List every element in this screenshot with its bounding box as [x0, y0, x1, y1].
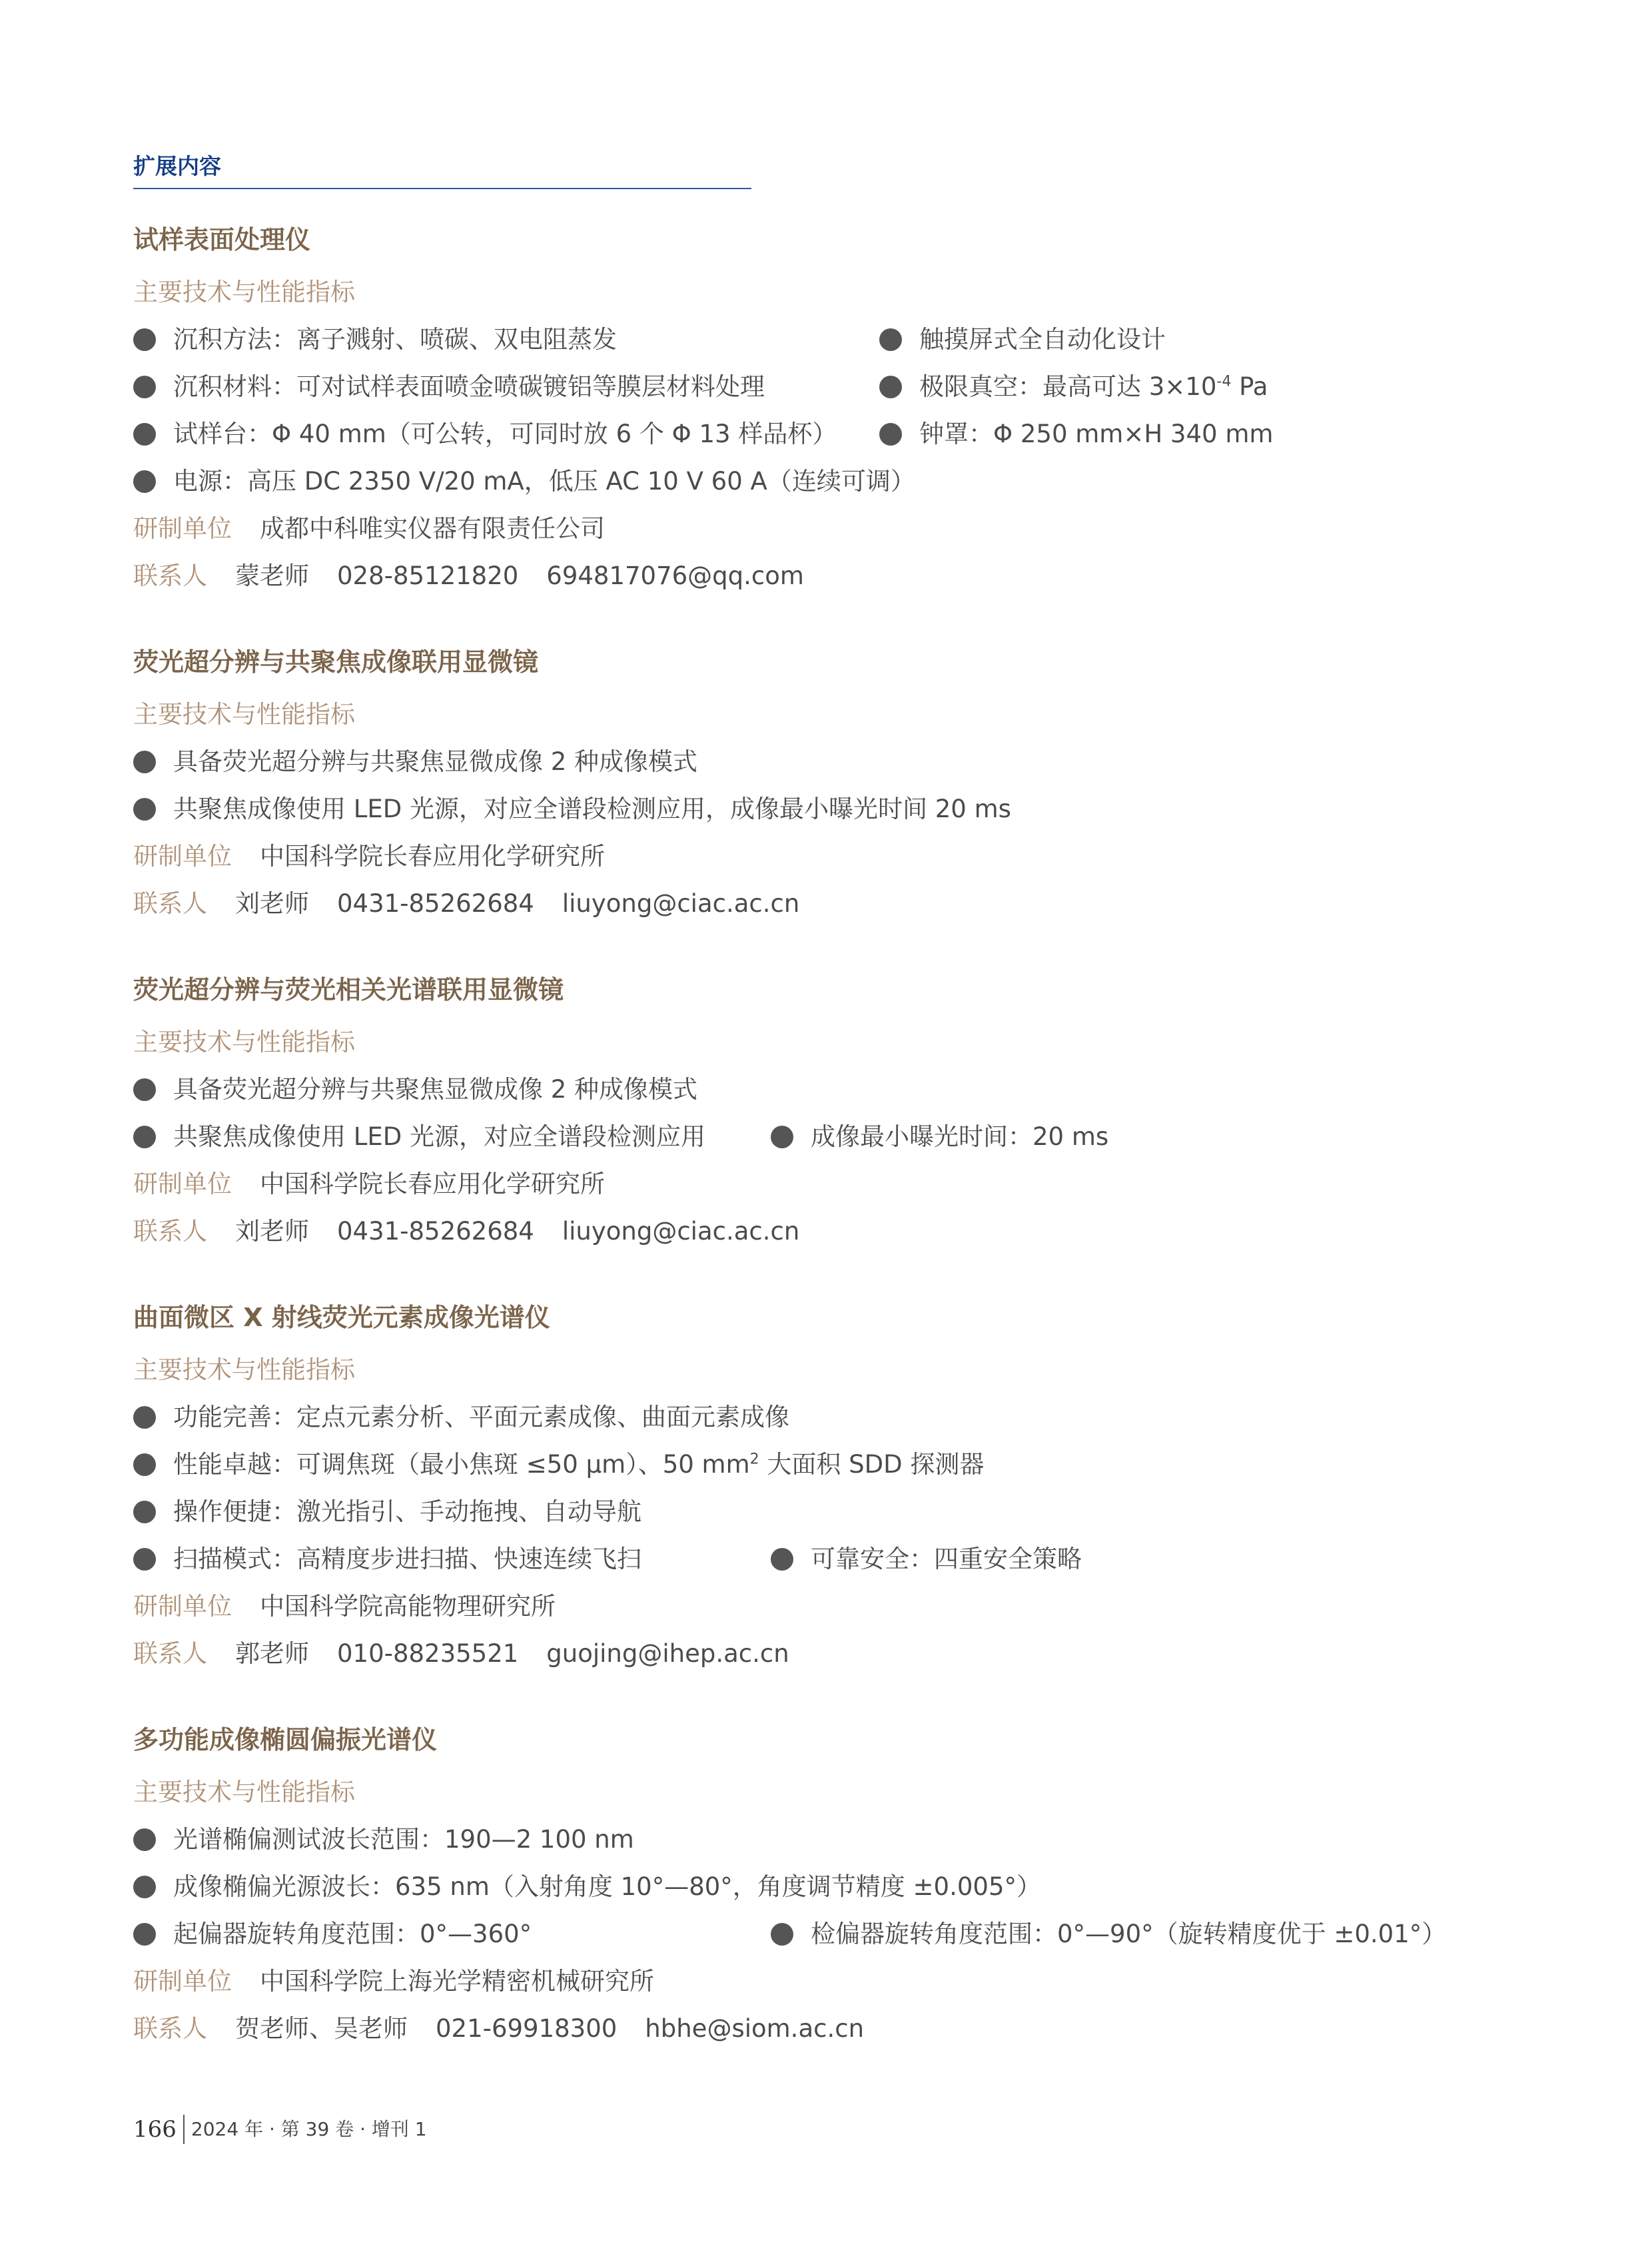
unit-row: [133, 505, 1532, 552]
bullet-text: 沉积方法：离子溅射、喷碳、双电阻蒸发: [173, 325, 617, 354]
contact-email: 694817076@qq.com: [546, 561, 804, 590]
contact-label: 联系人: [133, 561, 207, 590]
contact-phone: 0431-85262684: [337, 889, 534, 918]
superscript: 2: [749, 1451, 759, 1468]
unit-value: 中国科学院长春应用化学研究所: [260, 842, 605, 871]
unit-value: 成都中科唯实仪器有限责任公司: [260, 514, 605, 543]
list-item: [879, 316, 1166, 363]
bullet-text: 具备荧光超分辨与共聚焦显微成像 2 种成像模式: [173, 1075, 698, 1104]
contact-person: 郭老师: [235, 1639, 309, 1668]
bullet-dot-icon: [133, 1548, 156, 1571]
bullet-text-unit: Pa: [1231, 372, 1268, 401]
contact-phone: 0431-85262684: [337, 1217, 534, 1246]
contact-email: guojing@ihep.ac.cn: [546, 1639, 789, 1668]
unit-label: 研制单位: [133, 1170, 232, 1198]
list-item: [133, 1863, 1532, 1910]
list-item: [133, 1393, 1532, 1441]
bullet-text: 成像最小曝光时间：20 ms: [811, 1122, 1109, 1151]
bullet-text: 可靠安全：四重安全策略: [811, 1545, 1082, 1573]
list-item: [133, 738, 1532, 785]
bullet-text: 光谱椭偏测试波长范围：190—2 100 nm: [173, 1825, 634, 1854]
section-title: 试样表面处理仪: [133, 225, 311, 254]
bullet-list: [133, 316, 1532, 505]
bullet-dot-icon: [771, 1126, 793, 1148]
list-item: [133, 1488, 1532, 1535]
unit-value: 中国科学院长春应用化学研究所: [260, 1170, 605, 1198]
specs-label: 主要技术与性能指标: [133, 1028, 355, 1056]
bullet-text: 沉积材料：可对试样表面喷金喷碳镀铝等膜层材料处理: [173, 372, 765, 401]
bullet-dot-icon: [133, 1501, 156, 1523]
bullet-text: 扫描模式：高精度步进扫描、快速连续飞扫: [173, 1545, 641, 1573]
unit-label: 研制单位: [133, 514, 232, 543]
bullet-dot-icon: [133, 1126, 156, 1148]
section-super-resolution-fcs-microscope: [133, 970, 1532, 1255]
bullet-text: [173, 1441, 984, 1488]
specs-label: 主要技术与性能指标: [133, 278, 355, 306]
list-item: [133, 1066, 1532, 1113]
bullet-text: 钟罩：Φ 250 mm×H 340 mm: [919, 420, 1274, 448]
bullet-text: 操作便捷：激光指引、手动拖拽、自动导航: [173, 1497, 641, 1526]
list-item: [133, 458, 1532, 505]
section-title: 荧光超分辨与共聚焦成像联用显微镜: [133, 647, 539, 677]
list-item: [133, 1910, 771, 1958]
section-imaging-ellipsometer: [133, 1720, 1532, 2052]
unit-row: [133, 833, 1532, 880]
bullet-dot-icon: [133, 423, 156, 446]
bullet-text: 具备荧光超分辨与共聚焦显微成像 2 种成像模式: [173, 747, 698, 776]
list-item: [133, 1113, 771, 1160]
bullet-text: 成像椭偏光源波长：635 nm（入射角度 10°—80°，角度调节精度 ±0.005°）: [173, 1872, 1041, 1901]
list-item: [133, 1816, 1532, 1863]
bullet-text: 电源：高压 DC 2350 V/20 mA，低压 AC 10 V 60 A（连续可调）: [173, 467, 915, 496]
unit-row: [133, 1958, 1532, 2005]
bullet-text: 共聚焦成像使用 LED 光源，对应全谱段检测应用: [173, 1122, 706, 1151]
unit-value: 中国科学院上海光学精密机械研究所: [260, 1967, 654, 1996]
list-item: [133, 410, 879, 458]
unit-row: [133, 1583, 1532, 1630]
bullet-dot-icon: [133, 798, 156, 821]
list-item: [133, 785, 1532, 833]
section-title: 多功能成像椭圆偏振光谱仪: [133, 1725, 438, 1754]
bullet-text: 共聚焦成像使用 LED 光源，对应全谱段检测应用，成像最小曝光时间 20 ms: [173, 795, 1011, 823]
contact-person: 刘老师: [235, 889, 309, 918]
contact-label: 联系人: [133, 1639, 207, 1668]
list-item: [771, 1910, 1446, 1958]
contact-label: 联系人: [133, 889, 207, 918]
bullet-dot-icon: [133, 376, 156, 398]
unit-label: 研制单位: [133, 842, 232, 871]
contact-email: hbhe@siom.ac.cn: [645, 2014, 865, 2043]
unit-row: [133, 1160, 1532, 1208]
bullet-text: 功能完善：定点元素分析、平面元素成像、曲面元素成像: [173, 1403, 789, 1431]
bullet-dot-icon: [133, 1406, 156, 1429]
bullet-text-main: 性能卓越：可调焦斑（最小焦斑 ≤50 μm）、50 mm: [173, 1450, 750, 1479]
section-sample-surface-processor: [133, 220, 1532, 599]
contact-phone: 021-69918300: [436, 2014, 618, 2043]
bullet-dot-icon: [133, 1828, 156, 1851]
issue-info: 2024 年 · 第 39 卷 · 增刊 1: [191, 2118, 427, 2140]
bullet-dot-icon: [133, 1078, 156, 1101]
bullet-dot-icon: [133, 751, 156, 773]
bullet-dot-icon: [879, 328, 902, 351]
list-item: [133, 363, 879, 410]
header-title: 扩展内容: [133, 153, 221, 179]
bullet-dot-icon: [133, 470, 156, 493]
contact-person: 蒙老师: [235, 561, 309, 590]
specs-label: 主要技术与性能指标: [133, 1355, 355, 1384]
list-item: [879, 410, 1273, 458]
list-item: [771, 1535, 1082, 1583]
bullet-dot-icon: [133, 1453, 156, 1476]
bullet-text: 检偏器旋转角度范围：0°—90°（旋转精度优于 ±0.01°）: [811, 1920, 1447, 1948]
bullet-list: [133, 738, 1532, 833]
section-title: 曲面微区 X 射线荧光元素成像光谱仪: [133, 1303, 550, 1332]
page-footer: [133, 2113, 427, 2146]
section-xrf-imaging-spectrometer: [133, 1298, 1532, 1677]
bullet-dot-icon: [771, 1923, 793, 1946]
bullet-dot-icon: [771, 1548, 793, 1571]
bullet-text: [919, 363, 1268, 410]
contact-phone: 028-85121820: [337, 561, 519, 590]
bullet-text: 触摸屏式全自动化设计: [919, 325, 1166, 354]
unit-label: 研制单位: [133, 1967, 232, 1996]
specs-label: 主要技术与性能指标: [133, 1778, 355, 1806]
superscript: -4: [1216, 373, 1232, 390]
bullet-list: [133, 1393, 1532, 1583]
content: [133, 220, 1532, 2095]
list-item: [133, 1535, 771, 1583]
bullet-text: 起偏器旋转角度范围：0°—360°: [173, 1920, 532, 1948]
bullet-dot-icon: [879, 423, 902, 446]
specs-label: 主要技术与性能指标: [133, 700, 355, 729]
bullet-dot-icon: [879, 376, 902, 398]
contact-label: 联系人: [133, 2014, 207, 2043]
bullet-text-main: 极限真空：最高可达 3×10: [919, 372, 1217, 401]
bullet-list: [133, 1816, 1532, 1958]
bullet-dot-icon: [133, 1923, 156, 1946]
list-item: [133, 1441, 1532, 1488]
section-header: [133, 152, 751, 189]
contact-email: liuyong@ciac.ac.cn: [562, 1217, 800, 1246]
list-item: [133, 316, 879, 363]
list-item: [771, 1113, 1108, 1160]
section-super-resolution-confocal-microscope: [133, 642, 1532, 927]
section-title: 荧光超分辨与荧光相关光谱联用显微镜: [133, 975, 564, 1004]
contact-phone: 010-88235521: [337, 1639, 519, 1668]
contact-row: [133, 552, 1532, 599]
contact-row: [133, 1208, 1532, 1255]
contact-email: liuyong@ciac.ac.cn: [562, 889, 800, 918]
contact-label: 联系人: [133, 1217, 207, 1246]
contact-person: 贺老师、吴老师: [235, 2014, 408, 2043]
contact-person: 刘老师: [235, 1217, 309, 1246]
unit-value: 中国科学院高能物理研究所: [260, 1592, 556, 1621]
bullet-text-tail: 大面积 SDD 探测器: [759, 1450, 985, 1479]
bullet-list: [133, 1066, 1532, 1160]
unit-label: 研制单位: [133, 1592, 232, 1621]
list-item: [879, 363, 1268, 410]
bullet-dot-icon: [133, 1876, 156, 1898]
bullet-text: 试样台：Φ 40 mm（可公转，可同时放 6 个 Φ 13 样品杯）: [173, 420, 837, 448]
contact-row: [133, 2005, 1532, 2052]
bullet-dot-icon: [133, 328, 156, 351]
page-number: 166: [133, 2115, 185, 2144]
contact-row: [133, 880, 1532, 927]
contact-row: [133, 1630, 1532, 1677]
